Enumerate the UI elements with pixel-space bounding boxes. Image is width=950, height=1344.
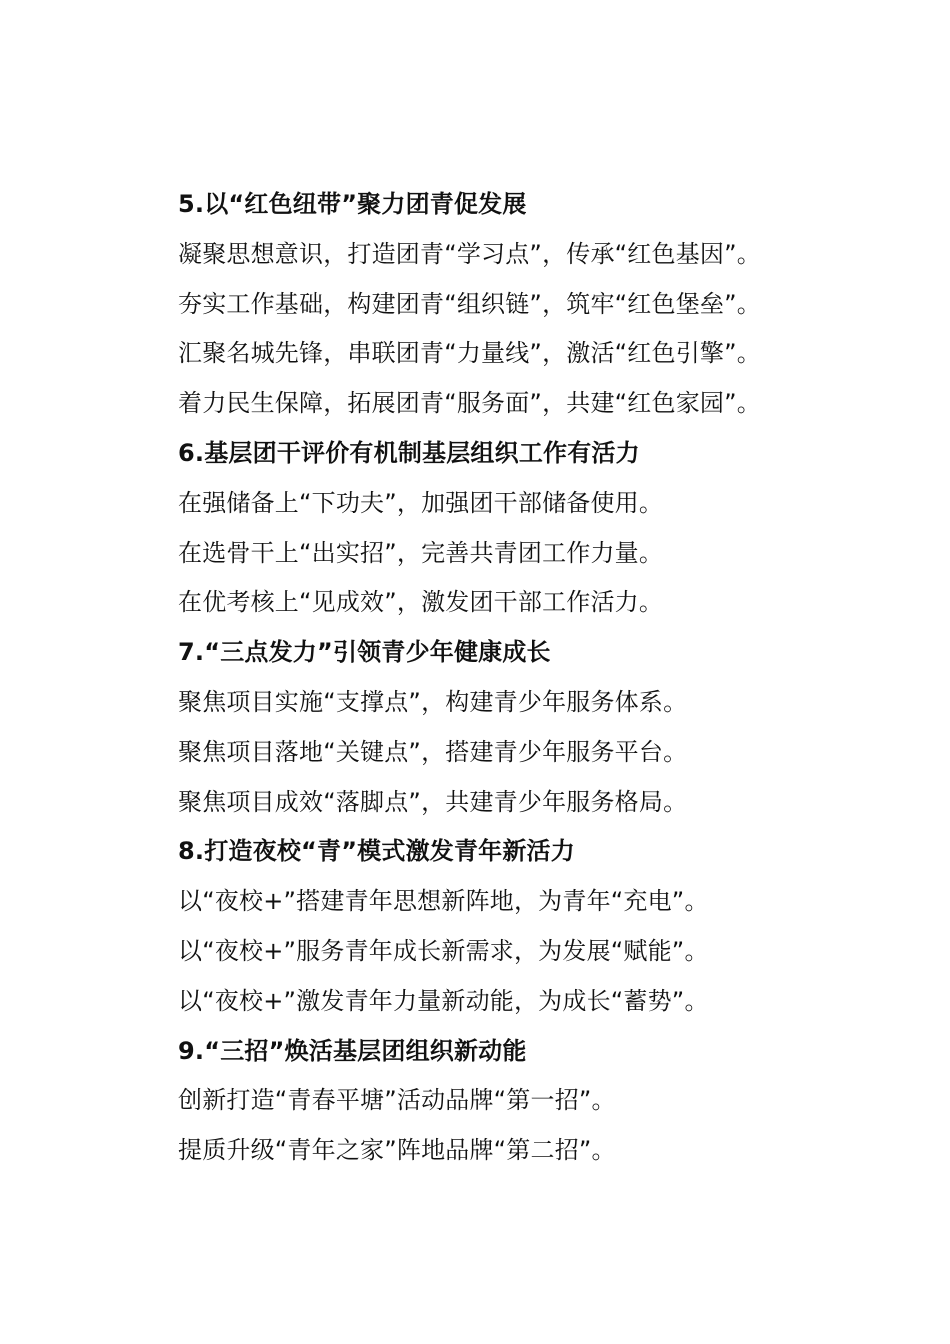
document-body [178,180,878,1176]
paragraph-line: 以“夜校+”激发青年力量新动能，为成长“蓄势”。 [178,986,709,1015]
paragraph-line: 凝聚思想意识，打造团青“学习点”，传承“红色基因”。 [178,239,761,268]
paragraph-line: 聚焦项目实施“支撑点”，构建青少年服务体系。 [178,687,688,716]
paragraph-line: 以“夜校+”服务青年成长新需求，为发展“赋能”。 [178,936,709,965]
paragraph-line: 聚焦项目落地“关键点”，搭建青少年服务平台。 [178,737,688,766]
section-heading-6: 6.基层团干评价有机制基层组织工作有活力 [178,438,640,467]
paragraph-line: 聚焦项目成效“落脚点”，共建青少年服务格局。 [178,787,688,816]
paragraph-line: 在强储备上“下功夫”，加强团干部储备使用。 [178,488,664,517]
paragraph-line: 提质升级“青年之家”阵地品牌“第二招”。 [178,1136,616,1165]
paragraph-line: 在优考核上“见成效”，激发团干部工作活力。 [178,588,664,617]
paragraph-line: 着力民生保障，拓展团青“服务面”，共建“红色家园”。 [178,389,761,418]
paragraph-line: 以“夜校+”搭建青年思想新阵地，为青年“充电”。 [178,887,709,916]
paragraph-line: 在选骨干上“出实招”，完善共青团工作力量。 [178,538,664,567]
paragraph-line: 创新打造“青春平塘”活动品牌“第一招”。 [178,1086,616,1115]
paragraph-line: 夯实工作基础，构建团青“组织链”，筑牢“红色堡垒”。 [178,289,761,318]
section-heading-7: 7.“三点发力”引领青少年健康成长 [178,638,551,667]
section-heading-8: 8.打造夜校“青”模式激发青年新活力 [178,837,575,866]
section-heading-9: 9.“三招”焕活基层团组织新动能 [178,1036,527,1065]
paragraph-line: 汇聚名城先锋，串联团青“力量线”，激活“红色引擎”。 [178,339,761,368]
section-heading-5: 5.以“红色纽带”聚力团青促发展 [178,190,527,218]
